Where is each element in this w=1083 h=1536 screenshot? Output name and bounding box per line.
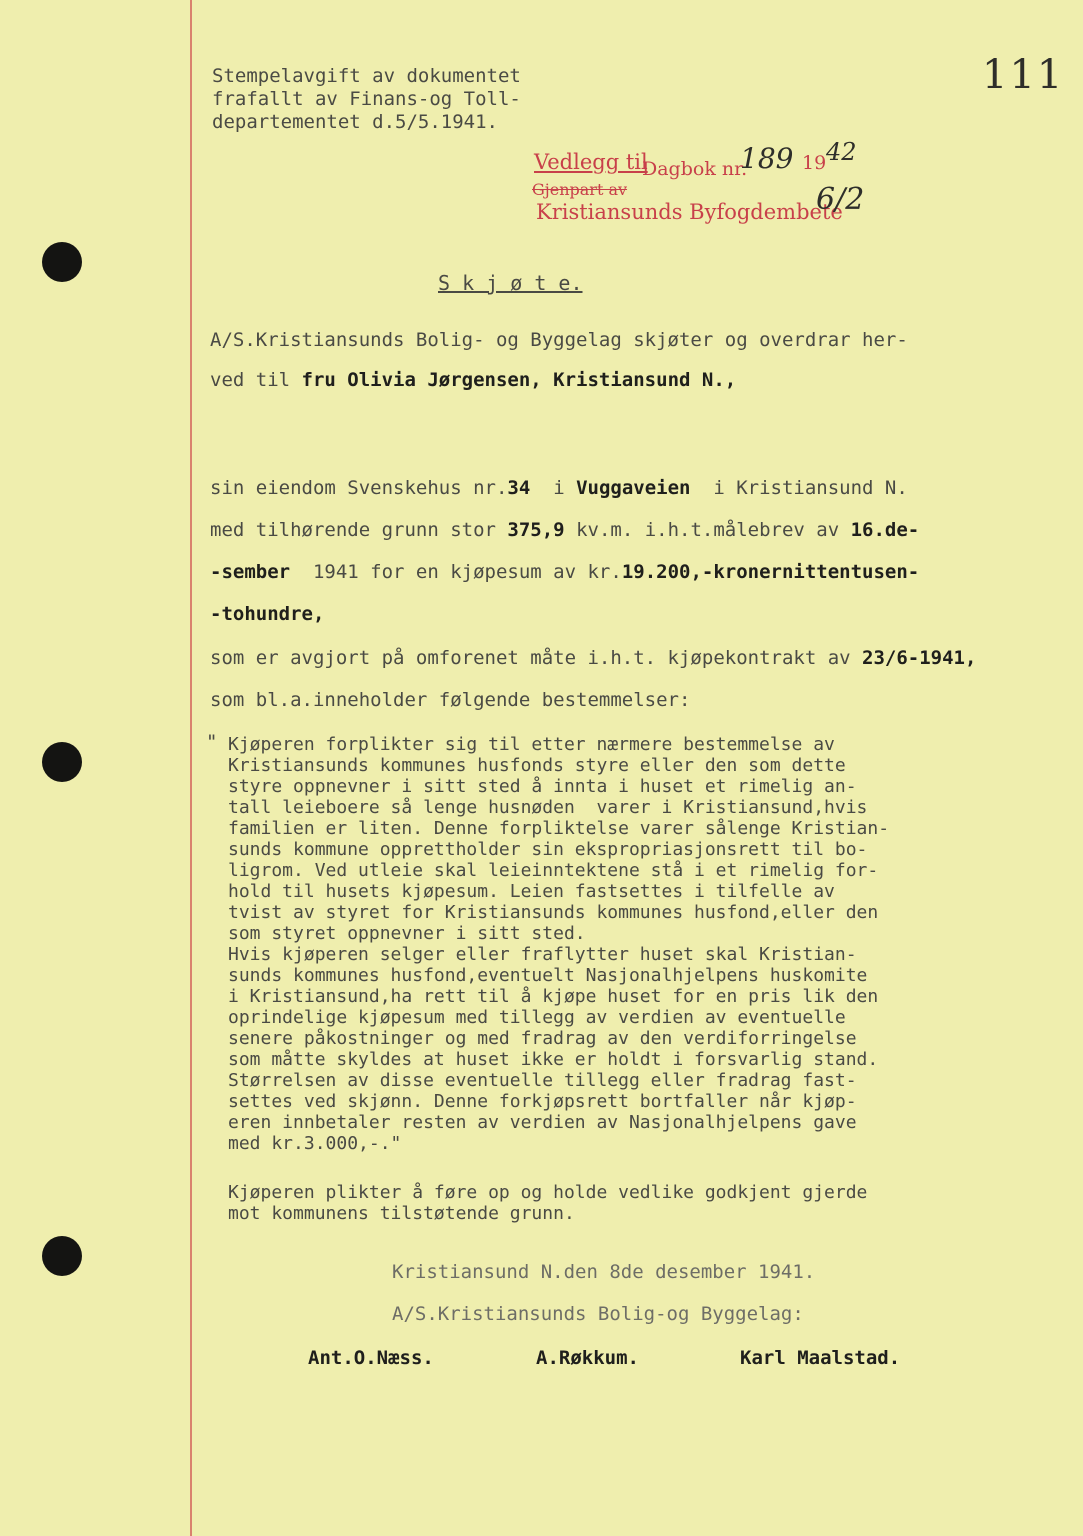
margin-line — [190, 0, 192, 1536]
stamp-struck-text: Gjenpart av — [532, 180, 628, 199]
quote-line: hold til husets kjøpesum. Leien fastsettes i tilfelle av — [228, 881, 835, 902]
purchase-price: 19.200,-kronernittentusen- — [621, 561, 920, 583]
text-span: i Kristiansund N. — [690, 477, 908, 499]
survey-date-cont: -sember — [210, 561, 291, 583]
punch-hole — [42, 742, 82, 782]
quote-line: ligrom. Ved utleie skal leieinntektene stå i et rimelig for- — [228, 860, 879, 881]
signatory: A.Røkkum. — [536, 1347, 639, 1369]
company-name: A/S.Kristiansunds Bolig-og Byggelag: — [392, 1303, 804, 1325]
obligation-line: Kjøperen plikter å føre op og holde vedlike godkjent gjerde — [228, 1182, 868, 1203]
quote-line: med kr.3.000,-." — [228, 1133, 402, 1154]
property-line: som bl.a.inneholder følgende bestemmelser: — [210, 689, 691, 711]
survey-date: 16.de- — [850, 519, 920, 541]
quote-line: eren innbetaler resten av verdien av Nasjonalhjelpens gave — [228, 1112, 857, 1133]
property-line — [210, 648, 976, 669]
house-number: 34 — [507, 477, 531, 499]
property-line — [210, 562, 919, 583]
quote-line: Kjøperen forplikter sig til etter nærmere bestemmelse av — [228, 734, 835, 755]
text-span: 1941 for en kjøpesum av kr. — [290, 561, 622, 583]
quote-line: som styret oppnevner i sitt sted. — [228, 923, 586, 944]
text-span: med tilhørende grunn stor — [210, 519, 508, 541]
stamp-duty-line: departementet d.5/5.1941. — [212, 111, 498, 133]
year-suffix: 42 — [826, 138, 857, 166]
stamp-dagbok-label: Dagbok nr. — [642, 158, 748, 180]
quote-line: Kristiansunds kommunes husfonds styre eller den som dette — [228, 755, 846, 776]
intro-line — [210, 370, 736, 391]
stamp-prefix: Vedlegg til — [534, 150, 648, 174]
quote-line: tall leieboere så lenge husnøden varer i Kristiansund,hvis — [228, 797, 868, 818]
text-span: sin eiendom Svenskehus nr. — [210, 477, 508, 499]
stamp-office: Kristiansunds Byfogdembete — [536, 200, 843, 224]
text-span: kv.m. i.h.t.målebrev av — [564, 519, 851, 541]
lot-size: 375,9 — [507, 519, 565, 541]
quote-mark: " — [206, 731, 218, 753]
buyer-name: fru Olivia Jørgensen, Kristiansund N., — [301, 369, 737, 391]
quote-line: settes ved skjønn. Denne forkjøpsrett bortfaller når kjøp- — [228, 1091, 857, 1112]
quote-line: som måtte skyldes at huset ikke er holdt i forsvarlig stand. — [228, 1049, 879, 1070]
quote-line: i Kristiansund,ha rett til å kjøpe huset for en pris lik den — [228, 986, 879, 1007]
stamp-duty-line: frafallt av Finans-og Toll- — [212, 88, 521, 110]
obligation-line: mot kommunens tilstøtende grunn. — [228, 1203, 575, 1224]
quote-line: Størrelsen av disse eventuelle tillegg eller fradrag fast- — [228, 1070, 857, 1091]
text-span: i — [530, 477, 577, 499]
signatory: Ant.O.Næss. — [308, 1347, 434, 1369]
punch-hole — [42, 1236, 82, 1276]
property-line — [210, 520, 919, 541]
dagbok-number: 189 — [740, 142, 794, 175]
quote-line: tvist av styret for Kristiansunds kommunes husfond,eller den — [228, 902, 879, 923]
quote-line: oprindelige kjøpesum med tillegg av verdien av eventuelle — [228, 1007, 846, 1028]
stamp-year-prefix: 19 — [802, 152, 827, 174]
quote-line: senere påkostninger og med fradrag av den verdiforringelse — [228, 1028, 857, 1049]
quote-line: familien er liten. Denne forpliktelse varer sålenge Kristian- — [228, 818, 890, 839]
signatory: Karl Maalstad. — [740, 1347, 901, 1369]
place-date: Kristiansund N.den 8de desember 1941. — [392, 1261, 816, 1283]
document-title: S k j ø t e. — [438, 271, 583, 295]
quote-line: sunds kommune opprettholder sin ekspropriasjonsrett til bo- — [228, 839, 868, 860]
quote-line: styre oppnevner i sitt sted å innta i huset et rimelig an- — [228, 776, 857, 797]
purchase-price-cont: -tohundre, — [210, 603, 325, 625]
quote-line: sunds kommunes husfond,eventuelt Nasjonalhjelpens huskomite — [228, 965, 868, 986]
intro-prefix: ved til — [210, 369, 302, 391]
quote-line: Hvis kjøperen selger eller fraflytter huset skal Kristian- — [228, 944, 857, 965]
contract-date: 23/6-1941, — [862, 647, 977, 669]
stamp-duty-line: Stempelavgift av dokumentet — [212, 65, 521, 87]
street-name: Vuggaveien — [576, 477, 691, 499]
intro-line: A/S.Kristiansunds Bolig- og Byggelag skjøter og overdrar her- — [210, 329, 908, 351]
property-line — [210, 478, 908, 499]
punch-hole — [42, 242, 82, 282]
text-span: som er avgjort på omforenet måte i.h.t. kjøpekontrakt av — [210, 647, 863, 669]
page-number: 111 — [982, 52, 1065, 98]
stamp-date: 6/2 — [816, 182, 865, 217]
